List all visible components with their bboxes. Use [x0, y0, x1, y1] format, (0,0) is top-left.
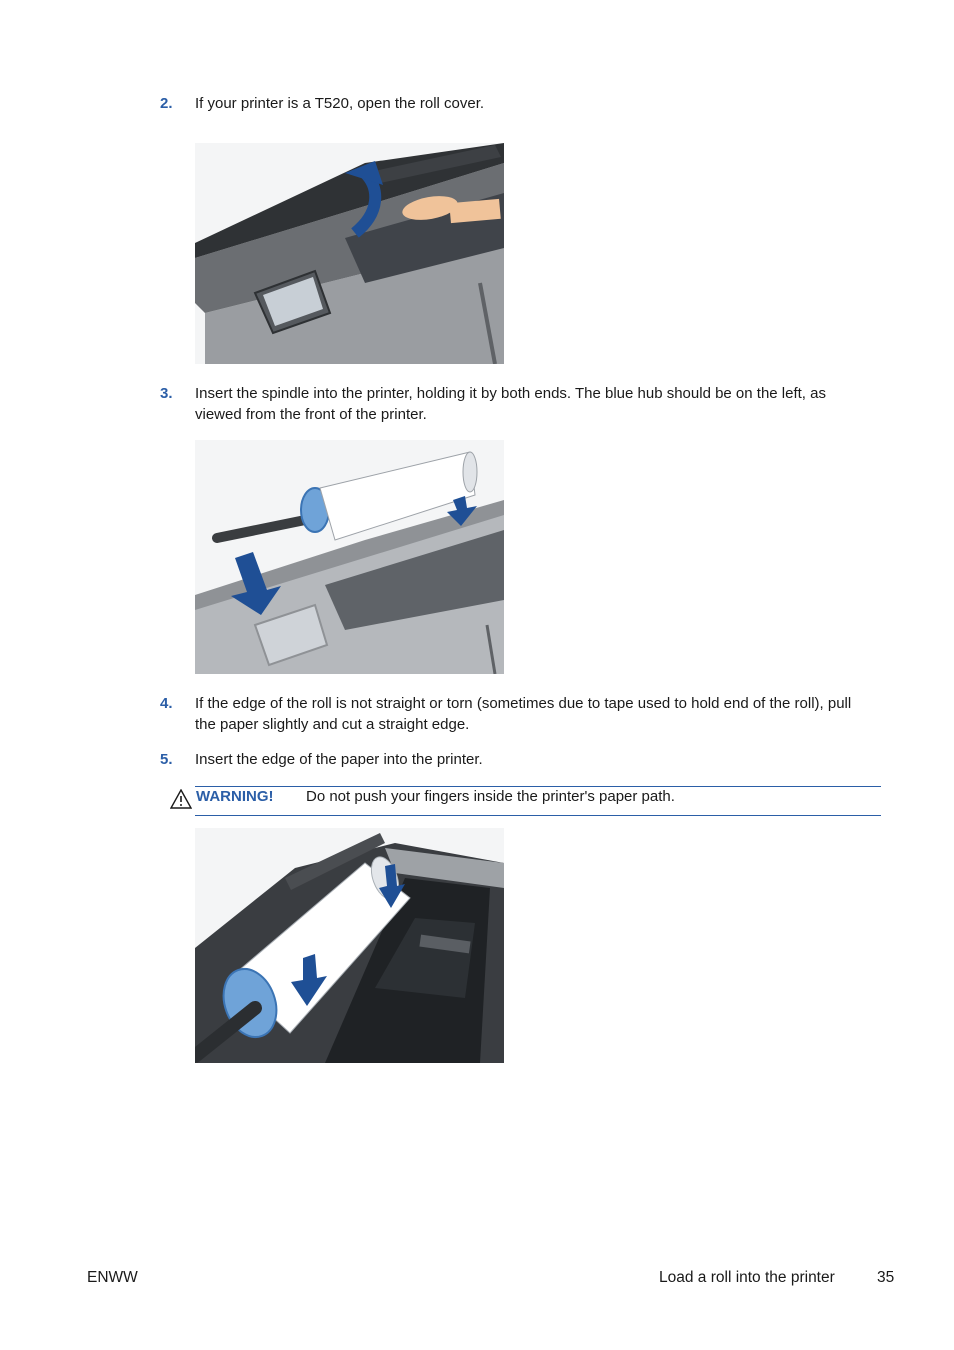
step-number: 3.	[160, 385, 173, 402]
figure-insert-paper-edge	[195, 828, 504, 1063]
step-number: 5.	[160, 751, 173, 768]
figure-open-roll-cover	[195, 143, 504, 364]
footer-section-title: Load a roll into the printer	[659, 1269, 835, 1286]
step-text: Insert the spindle into the printer, holding it by both ends. The blue hub should be on the left, as viewed from the front of the printer.	[195, 385, 826, 423]
warning-label: WARNING!	[196, 788, 274, 805]
step-text: If your printer is a T520, open the roll cover.	[195, 95, 485, 112]
warning-box	[195, 786, 881, 816]
step-text: Insert the edge of the paper into the printer.	[195, 751, 483, 768]
figure-insert-spindle	[195, 440, 504, 674]
warning-text: Do not push your fingers inside the printer's paper path.	[306, 788, 675, 805]
step-text: If the edge of the roll is not straight or torn (sometimes due to tape used to hold end of the roll), pull the paper slightly and cut a straight edge.	[195, 695, 852, 733]
step-number: 2.	[160, 95, 173, 112]
warning-triangle-icon	[170, 789, 192, 809]
footer-page-number: 35	[877, 1269, 895, 1286]
step-number: 4.	[160, 695, 173, 712]
footer-left-label: ENWW	[87, 1269, 138, 1286]
